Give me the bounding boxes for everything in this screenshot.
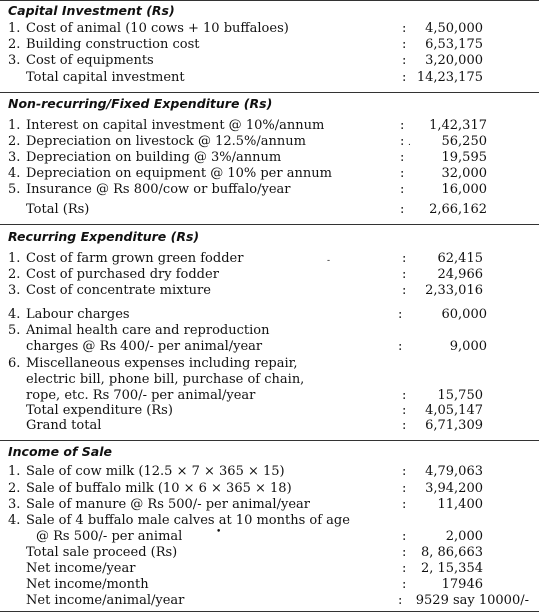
row-colon: : (402, 464, 407, 479)
row-number: 3. (8, 150, 21, 165)
section-heading-capital: Capital Investment (Rs) (8, 3, 175, 18)
row-colon: : (400, 134, 405, 149)
row-value: 19,595 (441, 150, 487, 165)
row-value: 2,000 (445, 529, 483, 544)
row-value: 16,000 (441, 182, 487, 197)
row-number: 3. (8, 283, 21, 298)
row-value: 8, 86,663 (420, 545, 483, 560)
row-colon: : (400, 118, 405, 133)
row-value: 4,79,063 (425, 464, 483, 479)
row-label: Cost of purchased dry fodder (26, 267, 219, 282)
row-label: Total expenditure (Rs) (26, 403, 173, 418)
row-label: Net income/animal/year (26, 593, 185, 608)
row-value: 9,000 (449, 339, 487, 354)
row-label: Insurance @ Rs 800/cow or buffalo/year (26, 182, 291, 197)
row-colon: : (402, 37, 407, 52)
row-colon: : (402, 545, 407, 560)
row-colon: : (402, 251, 407, 266)
table-row (0, 593, 539, 609)
table-row (0, 464, 539, 480)
row-label: Net income/year (26, 561, 136, 576)
row-colon: : (402, 53, 407, 68)
row-colon: : (402, 481, 407, 496)
row-colon: : (402, 21, 407, 36)
row-label: Labour charges (26, 307, 130, 322)
row-number: 4. (8, 166, 21, 181)
row-label: Cost of concentrate mixture (26, 283, 211, 298)
print-speck: • (216, 527, 222, 537)
row-number: 2. (8, 134, 21, 149)
row-number: 2. (8, 267, 21, 282)
row-value: 6,53,175 (425, 37, 483, 52)
row-colon: : (402, 418, 407, 433)
row-colon: : (400, 202, 405, 217)
table-row (0, 251, 539, 267)
row-value: 2,33,016 (425, 283, 483, 298)
table-row (0, 403, 539, 419)
row-number: 1. (8, 251, 21, 266)
row-label: Total capital investment (26, 70, 185, 85)
section-divider (0, 92, 539, 93)
row-colon: : (398, 593, 403, 608)
row-value: 62,415 (437, 251, 483, 266)
row-colon: : (400, 166, 405, 181)
bottom-rule (0, 611, 539, 612)
row-value: 60,000 (441, 307, 487, 322)
table-row (0, 388, 539, 404)
row-label: @ Rs 500/- per animal (36, 529, 183, 544)
row-value: 4,05,147 (425, 403, 483, 418)
table-row (0, 118, 539, 134)
row-colon: : (402, 577, 407, 592)
row-value: 6,71,309 (425, 418, 483, 433)
row-colon: : (398, 307, 403, 322)
table-row (0, 134, 539, 150)
row-value: 2, 15,354 (420, 561, 483, 576)
row-value: 3,94,200 (425, 481, 483, 496)
row-value: 4,50,000 (425, 21, 483, 36)
top-rule (0, 0, 539, 1)
row-label: Depreciation on building @ 3%/annum (26, 150, 282, 165)
table-row (0, 267, 539, 283)
row-value: 24,966 (437, 267, 483, 282)
row-value: 9529 say 10000/- (415, 593, 529, 608)
row-label: Cost of animal (10 cows + 10 buffaloes) (26, 21, 289, 36)
table-row (0, 37, 539, 53)
section-heading-recurring: Recurring Expenditure (Rs) (8, 229, 200, 244)
table-row (0, 323, 539, 339)
row-value: 17946 (441, 577, 483, 592)
table-row (0, 545, 539, 561)
row-label: Total (Rs) (26, 202, 90, 217)
row-label: Sale of manure @ Rs 500/- per animal/year (26, 497, 310, 512)
table-row (0, 70, 539, 86)
row-number: 1. (8, 464, 21, 479)
table-row (0, 283, 539, 299)
section-heading-sale: Income of Sale (8, 444, 112, 459)
row-label: Depreciation on equipment @ 10% per annum (26, 166, 332, 181)
table-row (0, 307, 539, 323)
print-speck: - (327, 256, 331, 266)
table-row (0, 513, 539, 529)
row-colon: : (402, 267, 407, 282)
row-colon: : (402, 403, 407, 418)
row-number: 2. (8, 481, 21, 496)
row-value: 1,42,317 (429, 118, 487, 133)
table-row (0, 53, 539, 69)
row-colon: : (402, 529, 407, 544)
row-label: electric bill, phone bill, purchase of chain, (26, 372, 305, 387)
row-label: charges @ Rs 400/- per animal/year (26, 339, 263, 354)
row-number: 4. (8, 307, 21, 322)
row-value: 14,23,175 (416, 70, 483, 85)
table-row (0, 561, 539, 577)
row-label: Grand total (26, 418, 102, 433)
row-value: 15,750 (437, 388, 483, 403)
print-speck: . (408, 138, 411, 148)
row-number: 5. (8, 182, 21, 197)
row-colon: : (400, 182, 405, 197)
table-row (0, 339, 539, 355)
table-row (0, 166, 539, 182)
row-label: Depreciation on livestock @ 12.5%/annum (26, 134, 306, 149)
row-number: 1. (8, 21, 21, 36)
row-number: 1. (8, 118, 21, 133)
table-row (0, 150, 539, 166)
row-colon: : (398, 339, 403, 354)
row-colon: : (402, 283, 407, 298)
row-colon: : (402, 561, 407, 576)
section-heading-fixed: Non-recurring/Fixed Expenditure (Rs) (8, 96, 273, 111)
row-value: 3,20,000 (425, 53, 483, 68)
section-divider (0, 224, 539, 225)
table-row (0, 182, 539, 198)
row-number: 3. (8, 497, 21, 512)
row-label: Animal health care and reproduction (26, 323, 270, 338)
row-value: 32,000 (441, 166, 487, 181)
row-number: 3. (8, 53, 21, 68)
row-number: 5. (8, 323, 21, 338)
row-label: Cost of farm grown green fodder (26, 251, 244, 266)
table-row (0, 372, 539, 388)
row-label: Sale of buffalo milk (10 × 6 × 365 × 18) (26, 481, 292, 496)
row-label: Miscellaneous expenses including repair, (26, 356, 298, 371)
row-label: Net income/month (26, 577, 149, 592)
row-value: 11,400 (437, 497, 483, 512)
row-colon: : (402, 388, 407, 403)
table-row (0, 481, 539, 497)
row-value: 56,250 (441, 134, 487, 149)
row-label: rope, etc. Rs 700/- per animal/year (26, 388, 256, 403)
row-number: 4. (8, 513, 21, 528)
table-row (0, 497, 539, 513)
row-value: 2,66,162 (429, 202, 487, 217)
row-number: 2. (8, 37, 21, 52)
row-label: Total sale proceed (Rs) (26, 545, 178, 560)
row-colon: : (402, 497, 407, 512)
section-divider (0, 440, 539, 441)
table-row (0, 418, 539, 434)
table-row (0, 356, 539, 372)
row-label: Cost of equipments (26, 53, 154, 68)
table-row (0, 529, 539, 545)
row-colon: : (400, 150, 405, 165)
table-row (0, 202, 539, 218)
row-label: Interest on capital investment @ 10%/annum (26, 118, 325, 133)
row-number: 6. (8, 356, 21, 371)
table-row (0, 21, 539, 37)
table-row (0, 577, 539, 593)
row-label: Building construction cost (26, 37, 200, 52)
row-label: Sale of 4 buffalo male calves at 10 months of age (26, 513, 350, 528)
row-colon: : (402, 70, 407, 85)
row-label: Sale of cow milk (12.5 × 7 × 365 × 15) (26, 464, 285, 479)
